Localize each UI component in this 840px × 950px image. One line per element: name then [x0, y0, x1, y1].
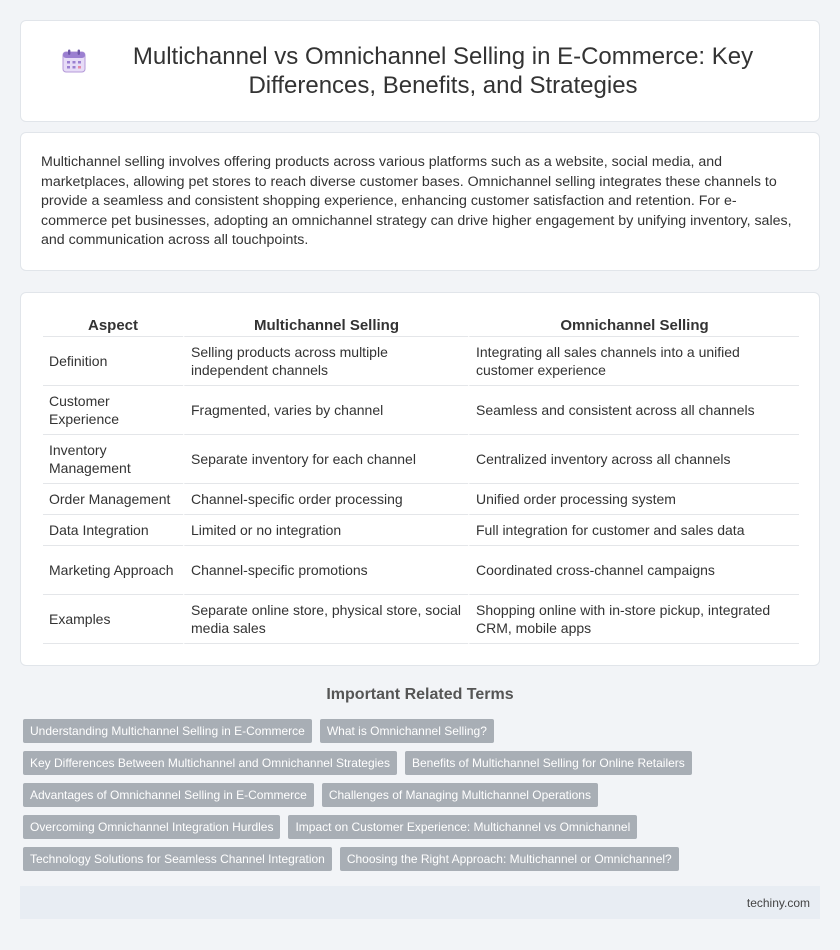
- cell-multichannel: Separate inventory for each channel: [183, 435, 468, 484]
- tag-row: [23, 783, 823, 807]
- cell-omnichannel: Full integration for customer and sales data: [468, 515, 799, 546]
- related-term-tag[interactable]: Challenges of Managing Multichannel Operations: [322, 783, 598, 807]
- related-term-tag[interactable]: Key Differences Between Multichannel and Omnichannel Strategies: [23, 751, 397, 775]
- cell-aspect: Order Management: [43, 484, 183, 515]
- table-row: [43, 386, 799, 435]
- header-multichannel: Multichannel Selling: [183, 315, 468, 337]
- cell-multichannel: Fragmented, varies by channel: [183, 386, 468, 435]
- related-term-tag[interactable]: Impact on Customer Experience: Multichannel vs Omnichannel: [288, 815, 637, 839]
- cell-omnichannel: Unified order processing system: [468, 484, 799, 515]
- cell-omnichannel: Coordinated cross-channel campaigns: [468, 546, 799, 595]
- cell-aspect: Customer Experience: [43, 386, 183, 435]
- tag-row: [23, 815, 823, 839]
- cell-aspect: Examples: [43, 595, 183, 644]
- cell-multichannel: Channel-specific promotions: [183, 546, 468, 595]
- cell-omnichannel: Integrating all sales channels into a unified customer experience: [468, 337, 799, 386]
- cell-aspect: Data Integration: [43, 515, 183, 546]
- table-row: [43, 595, 799, 644]
- comparison-card: [20, 292, 820, 666]
- cell-aspect: Marketing Approach: [43, 546, 183, 595]
- related-terms-heading: Important Related Terms: [326, 686, 514, 703]
- page-title: Multichannel vs Omnichannel Selling in E-Commerce: Key Differences, Benefits, and Strategies: [132, 43, 754, 99]
- tag-row: [23, 847, 823, 871]
- table-row: [43, 546, 799, 595]
- tag-row: [23, 751, 823, 775]
- intro-paragraph: Multichannel selling involves offering products across various platforms such as a website, social media, and marketplaces, allowing pet stores to reach diverse customer bases. Omnichannel selling integrates these channels to provide a seamless and consistent shopping experience, enhancing customer satisfaction and retention. For e-commerce pet businesses, adopting an omnichannel strategy can drive higher engagement by unifying inventory, sales, and communication across all touchpoints.: [41, 154, 792, 248]
- related-term-tag[interactable]: Advantages of Omnichannel Selling in E-Commerce: [23, 783, 314, 807]
- related-term-tag[interactable]: Benefits of Multichannel Selling for Online Retailers: [405, 751, 692, 775]
- table-header-row: [43, 315, 799, 337]
- related-term-tag[interactable]: Technology Solutions for Seamless Channel Integration: [23, 847, 332, 871]
- comparison-table: [43, 315, 799, 644]
- related-term-tag[interactable]: Overcoming Omnichannel Integration Hurdles: [23, 815, 280, 839]
- header-aspect: Aspect: [43, 315, 183, 337]
- related-term-tag[interactable]: Choosing the Right Approach: Multichannel or Omnichannel?: [340, 847, 679, 871]
- title-card: [20, 20, 820, 122]
- title-wrap: [61, 42, 779, 100]
- table-row: [43, 484, 799, 515]
- cell-multichannel: Channel-specific order processing: [183, 484, 468, 515]
- footer: [20, 886, 820, 919]
- tag-row: [23, 719, 823, 743]
- cell-multichannel: Separate online store, physical store, social media sales: [183, 595, 468, 644]
- cell-omnichannel: Centralized inventory across all channels: [468, 435, 799, 484]
- cell-multichannel: Limited or no integration: [183, 515, 468, 546]
- cell-omnichannel: Seamless and consistent across all channels: [468, 386, 799, 435]
- calendar-icon: [61, 48, 87, 74]
- header-omnichannel: Omnichannel Selling: [468, 315, 799, 337]
- intro-card: [20, 132, 820, 271]
- cell-aspect: Inventory Management: [43, 435, 183, 484]
- table-row: [43, 337, 799, 386]
- table-row: [43, 435, 799, 484]
- related-term-tag[interactable]: Understanding Multichannel Selling in E-Commerce: [23, 719, 312, 743]
- footer-site-link[interactable]: techiny.com: [746, 895, 810, 910]
- cell-omnichannel: Shopping online with in-store pickup, integrated CRM, mobile apps: [468, 595, 799, 644]
- table-row: [43, 515, 799, 546]
- related-terms-list: [23, 719, 823, 879]
- cell-multichannel: Selling products across multiple independent channels: [183, 337, 468, 386]
- cell-aspect: Definition: [43, 337, 183, 386]
- related-term-tag[interactable]: What is Omnichannel Selling?: [320, 719, 494, 743]
